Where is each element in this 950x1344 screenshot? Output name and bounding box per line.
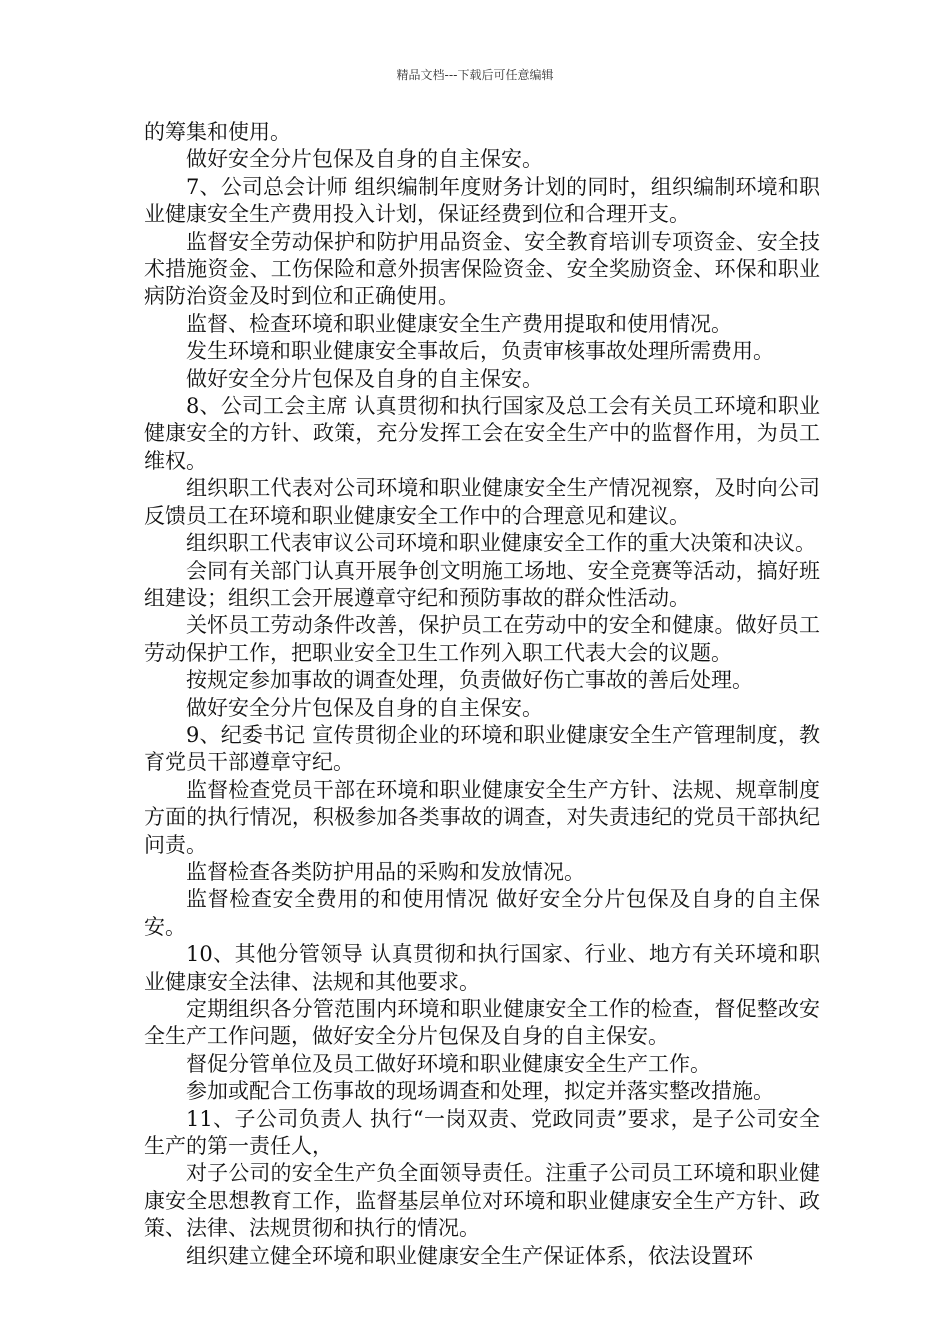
paragraph: 监督、检查环境和职业健康安全生产费用提取和使用情况。 [186, 311, 732, 336]
paragraph: 监督安全劳动保护和防护用品资金、安全教育培训专项资金、安全技术措施资金、工伤保险和意外损害保险资金、安全奖励资金、环保和职业病防治资金及时到位和正确使用。 [144, 229, 820, 309]
paragraph: 发生环境和职业健康安全事故后，负责审核事故处理所需费用。 [186, 339, 774, 364]
paragraph: 组织职工代表审议公司环境和职业健康安全工作的重大决策和决议。 [186, 531, 816, 556]
paragraph: 11、子公司负责人 执行“一岗双责、党政同责”要求，是子公司安全生产的第一责任人， [144, 1106, 820, 1159]
paragraph: 按规定参加事故的调查处理，负责做好伤亡事故的善后处理。 [186, 668, 753, 693]
paragraph: 监督检查各类防护用品的采购和发放情况。 [186, 859, 585, 884]
paragraph: 8、公司工会主席 认真贯彻和执行国家及总工会有关员工环境和职业健康安全的方针、政策，充分发挥工会在安全生产中的监督作用，为员工维权。 [144, 394, 820, 473]
paragraph: 做好安全分片包保及自身的自主保安。 [186, 147, 543, 172]
paragraph: 做好安全分片包保及自身的自主保安。 [186, 366, 543, 391]
paragraph: 7、公司总会计师 组织编制年度财务计划的同时，组织编制环境和职业健康安全生产费用投入计划，保证经费到位和合理开支。 [144, 174, 820, 227]
document-body [144, 119, 820, 1270]
paragraph: 10、其他分管领导 认真贯彻和执行国家、行业、地方有关环境和职业健康安全法律、法规和其他要求。 [144, 942, 820, 994]
paragraph: 监督检查党员干部在环境和职业健康安全生产方针、法规、规章制度方面的执行情况，积极参加各类事故的调查，对失责违纪的党员干部执纪问责。 [144, 777, 820, 857]
paragraph: 监督检查安全费用的和使用情况 做好安全分片包保及自身的自主保安。 [144, 887, 820, 939]
paragraph: 对子公司的安全生产负全面领导责任。注重子公司员工环境和职业健康安全思想教育工作，监督基层单位对环境和职业健康安全生产方针、政策、法律、法规贯彻和执行的情况。 [144, 1161, 820, 1241]
paragraph: 做好安全分片包保及自身的自主保安。 [186, 695, 543, 720]
paragraph: 9、纪委书记 宣传贯彻企业的环境和职业健康安全生产管理制度，教育党员干部遵章守纪。 [144, 722, 820, 775]
paragraph: 的筹集和使用。 [144, 120, 291, 144]
paragraph: 会同有关部门认真开展争创文明施工场地、安全竞赛等活动，搞好班组建设；组织工会开展遵章守纪和预防事故的群众性活动。 [144, 558, 820, 610]
paragraph: 关怀员工劳动条件改善，保护员工在劳动中的安全和健康。做好员工劳动保护工作，把职业安全卫生工作列入职工代表大会的议题。 [144, 613, 820, 665]
paragraph: 参加或配合工伤事故的现场调查和处理，拟定并落实整改措施。 [186, 1079, 774, 1104]
paragraph: 定期组织各分管范围内环境和职业健康安全工作的检查，督促整改安全生产工作问题，做好安全分片包保及自身的自主保安。 [144, 997, 820, 1049]
page-header: 精品文档---下载后可任意编辑 [396, 68, 554, 82]
paragraph: 督促分管单位及员工做好环境和职业健康安全生产工作。 [186, 1051, 711, 1076]
paragraph: 组织职工代表对公司环境和职业健康安全生产情况视察，及时向公司反馈员工在环境和职业健康安全工作中的合理意见和建议。 [144, 476, 820, 528]
paragraph: 组织建立健全环境和职业健康安全生产保证体系，依法设置环 [186, 1243, 753, 1268]
